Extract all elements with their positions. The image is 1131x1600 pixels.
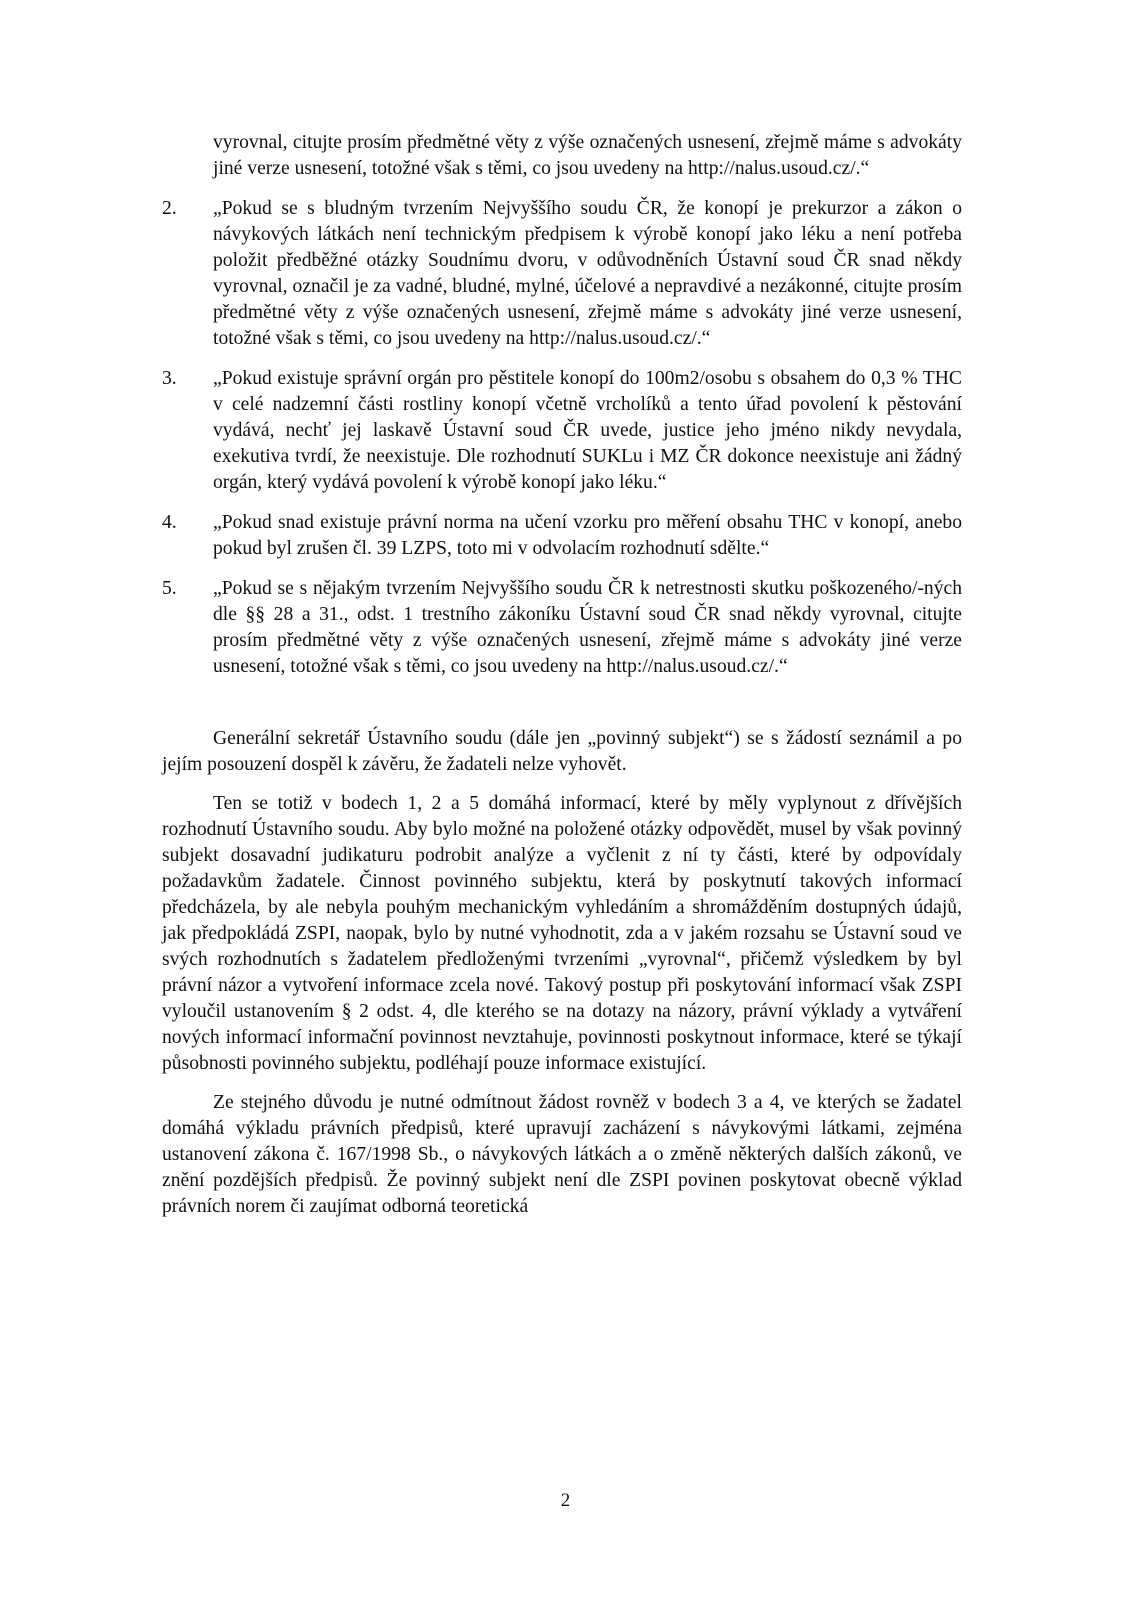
numbered-list <box>162 196 962 680</box>
list-item-number: 2. <box>162 198 177 219</box>
continuation-text: vyrovnal, citujte prosím předmětné věty z výše označených usnesení, zřejmě máme s advokáty jiné verze usnesení, totožné však s těmi, co jsou uvedeny na http://nalus.usoud.cz/.“ <box>213 132 962 179</box>
document-body <box>162 130 962 1233</box>
list-item-text: „Pokud snad existuje právní norma na učení vzorku pro měření obsahu THC v konopí, anebo pokud byl zrušen čl. 39 LZPS, toto mi v odvolacím rozhodnutí sdělte.“ <box>213 512 962 559</box>
page-number: 2 <box>560 1490 571 1511</box>
list-item-number: 3. <box>162 368 177 389</box>
list-item <box>162 366 962 496</box>
list-item-number: 5. <box>162 578 177 599</box>
list-item-text: „Pokud se s bludným tvrzením Nejvyššího soudu ČR, že konopí je prekurzor a zákon o návykových látkách není technickým předpisem k výrobě konopí jako léku a není potřeba položit předběžné otázky Soudnímu dvoru, v odůvodněních Ústavní soud ČR snad někdy vyrovnal, označil je za vadné, bludné, mylné, účelové a nepravdivé a nezákonné, citujte prosím předmětné věty z výše označených usnesení, zřejmě máme s advokáty jiné verze usnesení, totožné však s těmi, co jsou uvedeny na http://nalus.usoud.cz/.“ <box>213 198 962 349</box>
list-item-text: „Pokud se s nějakým tvrzením Nejvyššího soudu ČR k netrestnosti skutku poškozeného/-ných dle §§ 28 a 31., odst. 1 trestního zákoníku Ústavní soud ČR snad někdy vyrovnal, citujte prosím předmětné věty z výše označených usnesení, zřejmě máme s advokáty jiné verze usnesení, totožné však s těmi, co jsou uvedeny na http://nalus.usoud.cz/.“ <box>213 578 962 677</box>
list-item <box>162 576 962 680</box>
paragraph: Ze stejného důvodu je nutné odmítnout žádost rovněž v bodech 3 a 4, ve kterých se žadatel domáhá výkladu právních předpisů, které upravují zacházení s návykovými látkami, zejména ustanovení zákona č. 167/1998 Sb., o návykových látkách a o změně některých dalších zákonů, ve znění pozdějších předpisů. Že povinný subjekt není dle ZSPI povinen poskytovat obecně výklad právních norem či zaujímat odborná teoretická <box>162 1092 962 1217</box>
list-item-text: „Pokud existuje správní orgán pro pěstitele konopí do 100m2/osobu s obsahem do 0,3 % THC v celé nadzemní části rostliny konopí včetně vrcholíků a tento úřad povolení k pěstování vydává, nechť jej laskavě Ústavní soud ČR uvede, justice jeho jméno nikdy nevydala, exekutiva tvrdí, že neexistuje. Dle rozhodnutí SUKLu i MZ ČR dokonce neexistuje ani žádný orgán, který vydává povolení k výrobě konopí jako léku.“ <box>213 368 962 493</box>
list-item <box>162 196 962 352</box>
list-item-number: 4. <box>162 512 177 533</box>
paragraph: Generální sekretář Ústavního soudu (dále jen „povinný subjekt“) se s žádostí seznámil a po jejím posouzení dospěl k závěru, že žadateli nelze vyhovět. <box>162 728 962 775</box>
paragraph: Ten se totiž v bodech 1, 2 a 5 domáhá informací, které by měly vyplynout z dřívějších rozhodnutí Ústavního soudu. Aby bylo možné na položené otázky odpovědět, musel by však povinný subjekt dosavadní judikaturu podrobit analýze a vyčlenit z ní ty části, které by odpovídaly požadavkům žadatele. Činnost povinného subjektu, která by poskytnutí takových informací předcházela, by ale nebyla pouhým mechanickým vyhledáním a shromážděním dostupných údajů, jak předpokládá ZSPI, naopak, bylo by nutné vyhodnotit, zda a v jakém rozsahu se Ústavní soud ve svých rozhodnutích s žadatelem předloženými tvrzeními „vyrovnal“, přičemž výsledkem by byl právní názor a vytvoření informace zcela nové. Takový postup při poskytování informací však ZSPI vyloučil ustanovením § 2 odst. 4, dle kterého se na dotazy na názory, právní výklady a vytváření nových informací informační povinnost nevztahuje, povinnosti poskytnout informace, které se týkají působnosti povinného subjektu, podléhají pouze informace existující. <box>162 793 962 1074</box>
list-item <box>162 510 962 562</box>
